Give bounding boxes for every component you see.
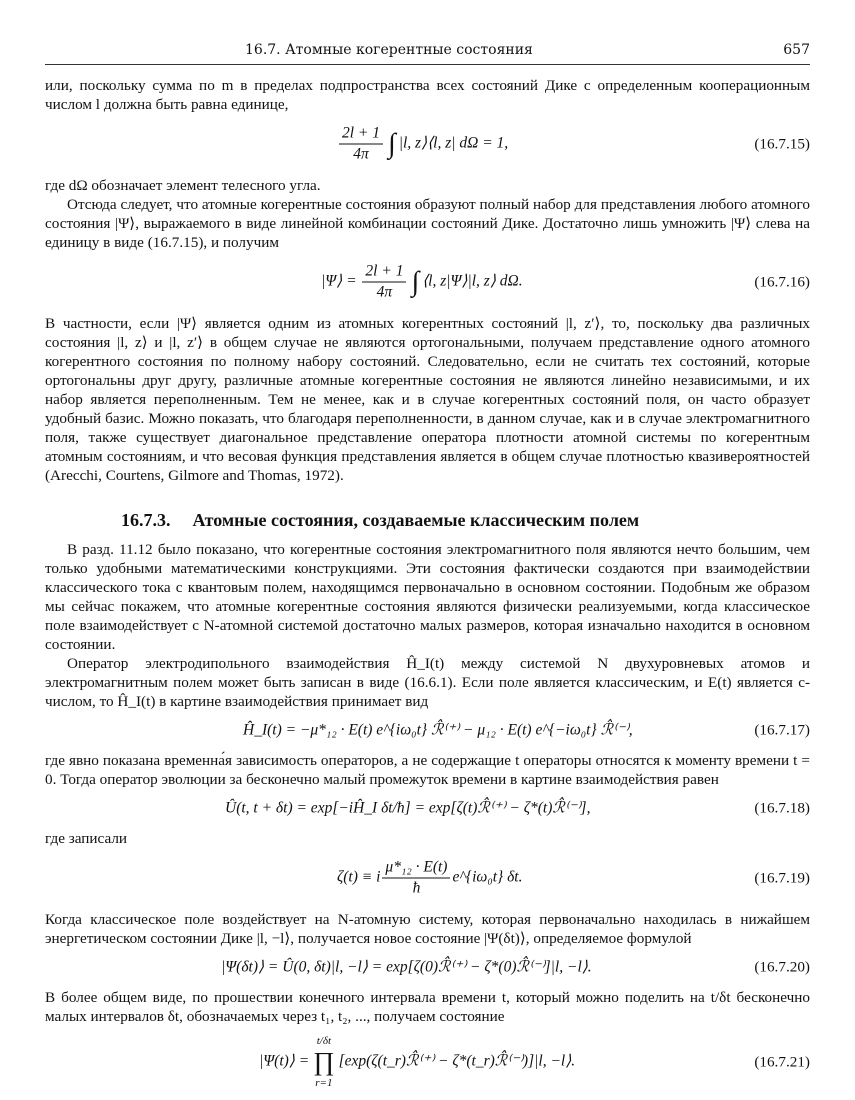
header-rule	[45, 64, 810, 65]
page-body	[45, 76, 810, 1100]
equation-label: (16.7.17)	[754, 721, 810, 739]
integral-sign: ∫	[388, 128, 396, 160]
integral-sign: ∫	[411, 266, 420, 298]
fraction: $\frac{2l + 1}{4\pi}$	[339, 125, 383, 164]
section-heading	[45, 511, 810, 530]
page-number: 657	[783, 42, 810, 58]
fraction: $\frac{2l + 1}{4\pi}$	[362, 263, 406, 302]
equation-16-7-15: $\frac{2l + 1}{4\pi}$ ∫ |l, z⟩⟨l, z| dΩ = 1, (16.7.15)	[45, 120, 810, 168]
paragraph-9: Когда классическое поле воздействует на N-атомную систему, которая первоначально находилась в нижайшем энергетическом состоянии Дике |l, −l⟩, получается новое состояние |Ψ(δt)⟩, определяемое формулой	[45, 911, 810, 947]
paragraph-1: или, поскольку сумма по m в пределах подпространства всех состояний Дике с определенным кооперационным числом l должна быть равна единице,	[45, 77, 810, 113]
paragraph-7: где явно показана временна́я зависимость операторов, а не содержащие t операторы относятся к моменту времени t = 0. Тогда оператор эволюции за бесконечно малый промежуток времени в картине взаимодействия равен	[45, 752, 810, 788]
paragraph-10: В более общем виде, по прошествии конечного интервала времени t, который можно поделить на t/δt бесконечно малых интервалов δt, обозначаемых через t₁, t₂, ..., получаем состояние	[45, 989, 810, 1025]
paragraph-5: В разд. 11.12 было показано, что когерентные состояния электромагнитного поля являются нечто большим, чем только удобными математическими конструкциями. Эти состояния фактически создаются при взаимодействии классического тока с квантовым полем, находящимся первоначально в основном состоянии. Подобным же образом мы сейчас покажем, что атомные когерентные состояния являются физически реализуемыми, когда классическое поле взаимодействует с N-атомной системой достаточно малых размеров, которая изначально находится в основном состоянии.	[45, 541, 810, 653]
equation-label: (16.7.16)	[754, 273, 810, 291]
paragraph-4: В частности, если |Ψ⟩ является одним из атомных когерентных состояний |l, z′⟩, то, поскольку два различных состояния |l, z⟩ и |l, z′⟩ в общем случае не являются ортогональными, получаем представление одного атомного когерентного состояния по полному набору состояний. Следовательно, если не считать тех состояний, которые ортогональны друг другу, различные атомные когерентные состояния не являются линейно независимыми, и их набор является переполненным. Тем не менее, как и в случае когерентных состояний поля, он часто образует удобный базис. Можно показать, что благодаря переполненности, в данном случае, как и в случае электромагнитного поля, также существует диагональное представление оператора плотности атомной системы по когерентным атомным состояниям, и что весовая функция представления является в общем случае плотностью квазивероятностей (Arecchi, Courtens, Gilmore and Thomas, 1972).	[45, 315, 810, 484]
section-title: Атомные состояния, создаваемые классическим полем	[192, 510, 640, 530]
equation-16-7-20: |Ψ(δt)⟩ = Û(0, δt)|l, −l⟩ = exp[ζ(0)ℛ̂⁽⁺⁾ − ζ*(0)ℛ̂⁽⁻⁾]|l, −l⟩. (16.7.20)	[221, 958, 810, 976]
paragraph-3: Отсюда следует, что атомные когерентные состояния образуют полный набор для представления любого атомного состояния |Ψ⟩, выражаемого в виде линейной комбинации состояний Дике. Достаточно лишь умножить |Ψ⟩ слева на единицу в виде (16.7.15), и получим	[45, 196, 810, 251]
paragraph-6: Оператор электродипольного взаимодействия Ĥ_I(t) между системой N двухуровневых атомов и электромагнитным полем может быть записан в виде (16.6.1). Если поле является классическим, и E(t) является c-числом, то Ĥ_I(t) в картине взаимодействия принимает вид	[45, 655, 810, 710]
header-title: 16.7. Атомные когерентные состояния	[245, 42, 533, 58]
equation-label: (16.7.15)	[754, 135, 810, 153]
equation-16-7-17: Ĥ_I(t) = −μ*₁₂ · E(t) e^{iω₀t} ℛ̂⁽⁺⁾ − μ₁₂ · E(t) e^{−iω₀t} ℛ̂⁽⁻⁾, (16.7.17)	[243, 721, 810, 739]
equation-label: (16.7.19)	[754, 869, 810, 887]
equation-16-7-16: |Ψ⟩ = $\frac{2l + 1}{4\pi}$ ∫ ⟨l, z|Ψ⟩|l, z⟩ dΩ. (16.7.16)	[321, 262, 810, 301]
equation-label: (16.7.18)	[754, 799, 810, 817]
fraction: $\frac{\text{μ*₁₂ · E(t)}}{ħ}$	[382, 859, 450, 898]
equation-16-7-19: ζ(t) ≡ i $\frac{\text{μ*₁₂ · E(t)}}{ħ}$ e^{iω₀t} δt. (16.7.19)	[337, 858, 810, 897]
paragraph-2: где dΩ обозначает элемент телесного угла.	[45, 177, 321, 194]
equation-label: (16.7.20)	[754, 958, 810, 976]
running-header	[45, 42, 810, 62]
equation-16-7-18: Û(t, t + δt) = exp[−iĤ_I δt/ħ] = exp[ζ(t)ℛ̂⁽⁺⁾ − ζ*(t)ℛ̂⁽⁻⁾], (16.7.18)	[225, 799, 810, 817]
equation-label: (16.7.21)	[754, 1053, 810, 1071]
section-number: 16.7.3.	[121, 510, 171, 530]
equation-16-7-21: |Ψ(t)⟩ = t/δt ∏ r=1 [exp(ζ(t_r)ℛ̂⁽⁺⁾ − ζ*(t_r)ℛ̂⁽⁻⁾)]|l, −l⟩. (16.7.21)	[259, 1035, 810, 1089]
product-operator: t/δt ∏ r=1	[313, 1035, 335, 1089]
paragraph-8: где записали	[45, 830, 128, 847]
